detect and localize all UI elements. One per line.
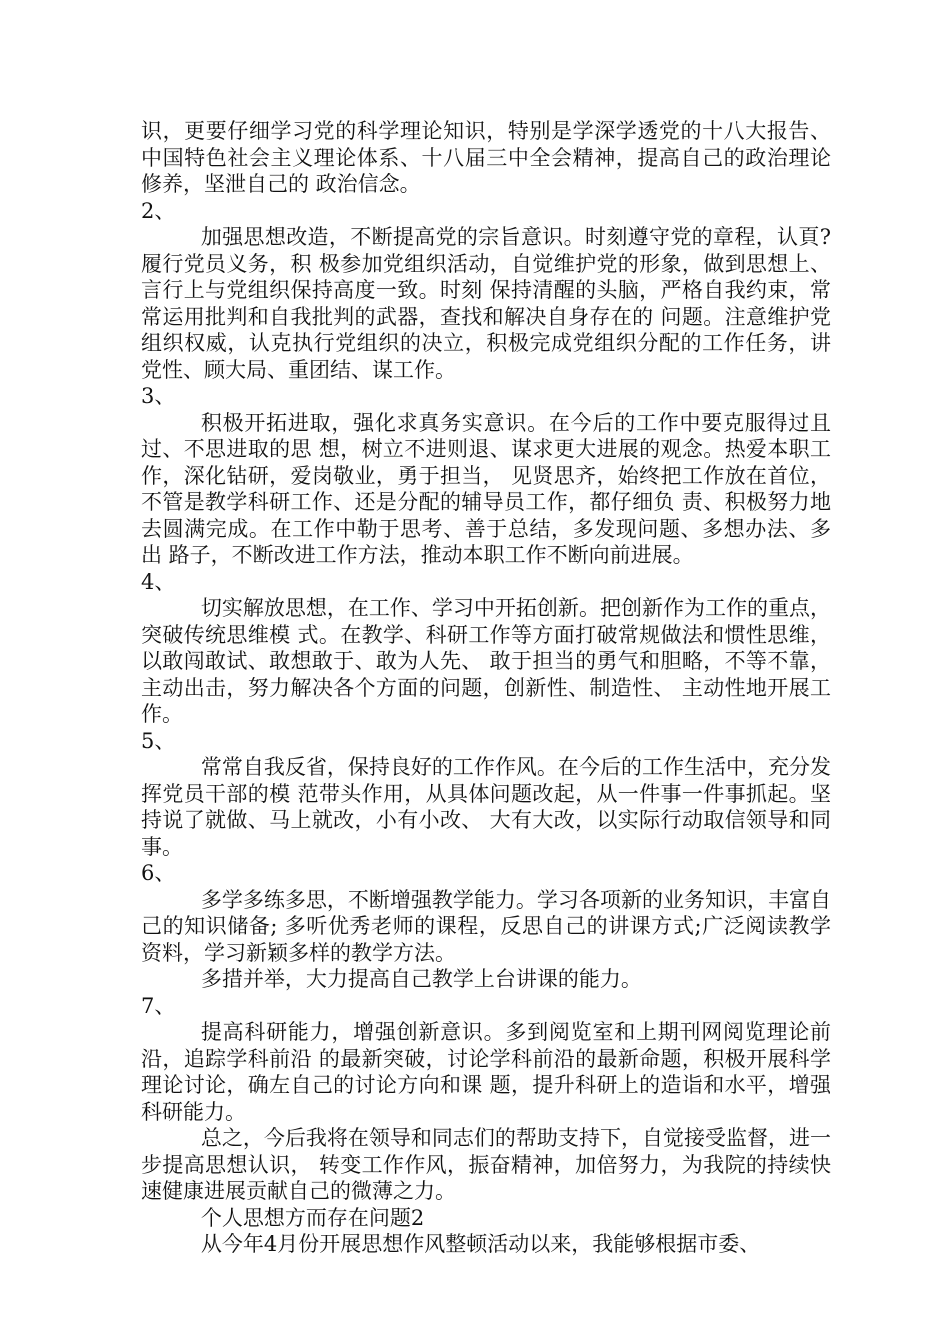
paragraph-item-6-continued: 多措并举，大力提高自己教学上台讲课的能力。 [200, 967, 642, 991]
item-number-2: 2、 [141, 198, 176, 223]
paragraph-item-7: 提高科研能力，增强创新意识。多到阅览室和上期刊网阅览理论前沿，追踪学科前沿 的最新突破，讨论学科前沿的最新命题，积极开展科学理论讨论，确左自己的讨论方向和课 题，提升科研上的造诣和水平，增强科研能力。 [141, 1020, 831, 1124]
item-number-6: 6、 [141, 861, 176, 885]
item-number-4: 4、 [141, 569, 176, 594]
paragraph-item-6: 多学多练多思，不断增强教学能力。学习各项新的业务知识，丰富自己的知识储备; 多听优秀老师的课程，反思自己的讲课方式;广泛阅读教学资料，学习新颖多样的教学方法。 [141, 887, 831, 965]
paragraph-continuation: 识，更要仔细学习党的科学理论知识，特别是学深学透党的十八大报告、 中国特色社会主义理论体系、十八届三中全会精神，提高自己的政治理论修养，坚泄自己的 政治信念。 [141, 119, 831, 196]
document-body [141, 118, 831, 1258]
paragraph-next-section: 从今年4月份开展思想作风整顿活动以来，我能够根据市委、 [200, 1232, 761, 1256]
section-heading: 个人思想方而存在问题2 [200, 1205, 425, 1230]
paragraph-conclusion: 总之，今后我将在领导和同志们的帮助支持下，自觉接受监督，进一步提高思想认识， 转变工作作风，振奋精神，加倍努力，为我院的持续快速健康进展贡献自己的微薄之力。 [141, 1126, 831, 1203]
item-number-7: 7、 [141, 993, 176, 1018]
paragraph-item-3: 积极开拓进取，强化求真务实意识。在今后的工作中要克服得过且过、不思进取的思 想，树立不进则退、谋求更大进展的观念。热爱本职工作，深化钻研，爱岗敬业，勇于担当， 见贤思齐，始终把工作放在首位，不管是教学科研工作、还是分配的辅导员工作，都仔细负 责、积极努力地去圆满完成。在工作中勒于思考、善于总结，多发现问题、多想办法、多出 路子，不断改进工作方法，推动本职工作不断向前进展。 [141, 410, 831, 567]
paragraph-item-5: 常常自我反省，保持良好的工作作风。在今后的工作生活中，充分发挥党员干部的模 范带头作用，从具体问题改起，从一件事一件事抓起。坚持说了就做、马上就改，小有小改、 大有大改，以实际行动取信领导和同事。 [141, 755, 831, 859]
paragraph-item-2: 加强思想改造，不断提高党的宗旨意识。时刻遵守党的章程，认頁?履行党员义务，积 极参加党组织活动，自觉维护党的形象，做到思想上、言行上与党组织保持高度一致。时刻 保持清醒的头脑，严格自我约束，常常运用批判和自我批判的武器，查找和解决自身存在的 问题。注意维护党组织权威，认克执行党组织的决立，积极完成党组织分配的工作任务，讲 党性、顾大局、重团结、谋工作。 [141, 225, 831, 382]
item-number-3: 3、 [141, 384, 176, 408]
item-number-5: 5、 [141, 728, 176, 753]
paragraph-item-4: 切实解放思想，在工作、学习中开拓创新。把创新作为工作的重点，突破传统思维模 式。在教学、科研工作等方面打破常规做法和惯性思维，以敢闯敢试、敢想敢于、敢为人先、 敢于担当的勇气和胆略，不等不靠，主动出击，努力解决各个方面的问题，创新性、制造性、 主动性地开展工作。 [141, 596, 831, 726]
